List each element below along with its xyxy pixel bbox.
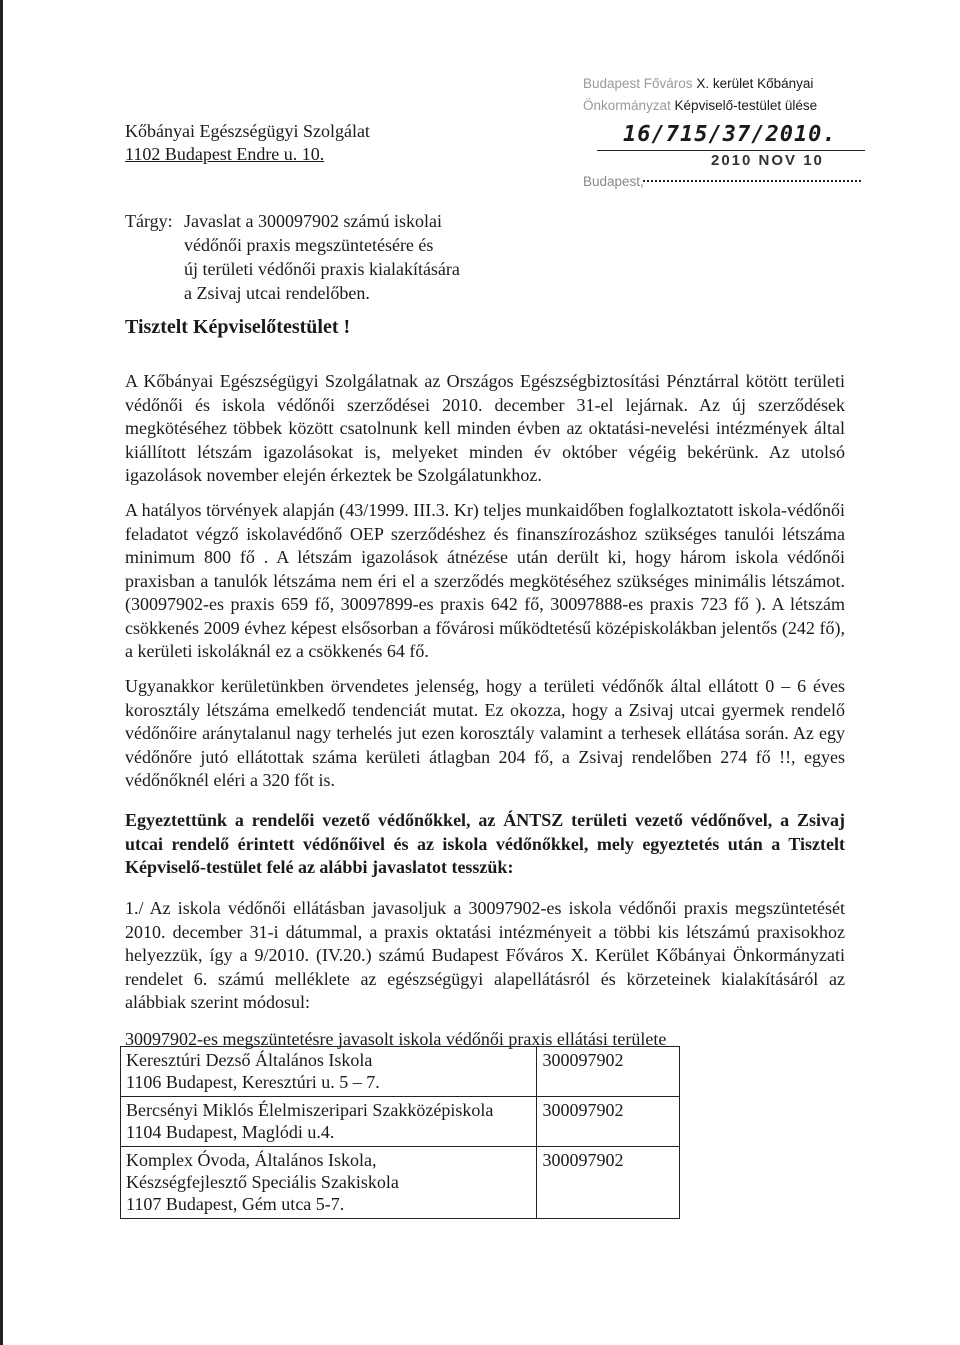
received-date-stamp: 2010 NOV 10 <box>711 152 824 169</box>
table-title: 30097902-es megszüntetésre javasolt iskola védőnői praxis ellátási területe <box>125 1029 667 1049</box>
scan-edge-line <box>0 0 3 1345</box>
school-cell <box>121 1097 537 1147</box>
stamp-line-2-faded: Önkormányzat <box>583 98 671 113</box>
sender-block <box>125 120 370 166</box>
praxis-code-cell: 300097902 <box>537 1047 680 1097</box>
subject-block <box>125 209 460 305</box>
school-name-line-2: Készségfejlesztő Speciális Szakiskola <box>126 1172 399 1192</box>
school-name: Komplex Óvoda, Általános Iskola, <box>126 1150 377 1170</box>
school-cell <box>121 1047 537 1097</box>
subject-line-4: a Zsivaj utcai rendelőben. <box>184 283 370 303</box>
stamp-line-1 <box>583 76 813 91</box>
subject-line-1 <box>125 209 460 233</box>
stamp-line-1-text: X. kerület Kőbányai <box>692 76 814 91</box>
registration-stamp <box>583 76 883 196</box>
school-address: 1107 Budapest, Gém utca 5-7. <box>126 1194 345 1214</box>
praxis-code-cell: 300097902 <box>537 1097 680 1147</box>
school-name: Bercsényi Miklós Élelmiszeripari Szakközépiskola <box>126 1100 494 1120</box>
subject-label: Tárgy: <box>125 211 173 231</box>
stamp-dotted-line <box>643 180 861 182</box>
sender-name: Kőbányai Egészségügyi Szolgálat <box>125 121 370 141</box>
stamp-line-1-faded: Budapest Főváros <box>583 76 693 91</box>
table-row <box>121 1147 680 1219</box>
paragraph-proposal-1: 1./ Az iskola védőnői ellátásban javasoljuk a 30097902-es iskola védőnői praxis megszüntetését 2010. december 31-i dátummal, a praxis oktatási intézményeit a többi kis létszámú praxisokhoz helyezzük, így a 9/2010. (IV.20.) számú Budapest Főváros X. Kerület Kőbányai Önkormányzati rendelet 6. számú melléklete az egészségügyi alapellátásról és körzeteinek kialakításáról az alábbiak szerint módosul: <box>125 898 845 1012</box>
school-address: 1106 Budapest, Keresztúri u. 5 – 7. <box>126 1072 380 1092</box>
subject-text-1: Javaslat a 300097902 számú iskolai <box>184 211 442 231</box>
salutation: Tisztelt Képviselőtestület ! <box>125 316 351 338</box>
stamp-underline <box>597 150 865 151</box>
stamp-place: Budapest, <box>583 174 644 189</box>
school-name: Keresztúri Dezső Általános Iskola <box>126 1050 373 1070</box>
subject-line-3: új területi védőnői praxis kialakítására <box>184 259 460 279</box>
paragraph-contracts: A Kőbányai Egészségügyi Szolgálatnak az Országos Egészségbiztosítási Pénztárral kötött területi védőnői és iskola védőnői szerződései 2010. december 31-el lejárnak. Az új szerződések megkötéséhez többek között csatolnunk kell minden évben az oktatási-nevelési intézmények által kiállított létszám igazolásokat is, melyeket minden év október végéig bekérünk. Az utolsó igazolások november elején érkeztek be Szolgálatunkhoz. <box>125 371 845 485</box>
table-row <box>121 1047 680 1097</box>
sender-address: 1102 Budapest Endre u. 10. <box>125 144 325 164</box>
subject-line-2: védőnői praxis megszüntetésére és <box>184 235 434 255</box>
stamp-line-2-text: Képviselő-testület ülése <box>670 98 818 113</box>
paragraph-population: Ugyanakkor kerületünkben örvendetes jelenség, hogy a területi védőnők által ellátott 0 – 6 éves korosztály létszáma emelkedő tendenciát mutat. Ez okozza, hogy a Zsivaj utcai gyermek rendelő védőnőire aránytalanul nagy terhelés jut ezen korosztály valamint a terhesek ellátása során. Az egy védőnőre jutó ellátottak száma kerületi átlagban 204 fő, a Zsivaj rendelőben 274 fő !!, egyes védőnőknél eléri a 320 főt is. <box>125 676 845 790</box>
table-row <box>121 1097 680 1147</box>
paragraph-consultation: Egyeztettünk a rendelői vezető védőnőkkel, az ÁNTSZ területi vezető védőnővel, a Zsivaj utcai rendelő érintett védőnőivel és az iskola védőnőkkel, mely egyeztetés után a Tisztelt Képviselő-testület felé az alábbi javaslatot tesszük: <box>125 810 845 877</box>
handwritten-registration-number: 16/715/37/2010. <box>623 122 837 147</box>
stamp-line-2 <box>583 98 817 113</box>
paragraph-law: A hatályos törvények alapján (43/1999. III.3. Kr) teljes munkaidőben foglalkoztatott iskola-védőnői feladatot végző iskolavédőnő OEP szerződéshez és finanszírozáshoz szükséges tanulói létszáma minimum 800 fő . A létszám igazolások átnézése után derült ki, hogy három iskola védőnői praxisban a tanulók létszáma nem éri el a szerződés megkötéséhez szükséges minimális létszámot. (30097902-es praxis 659 fő, 30097899-es praxis 642 fő, 30097888-es praxis 723 fő ). A létszám csökkenés 2009 évhez képest elsősorban a fővárosi működtetésű középiskolákban jelentős (242 fő), a kerületi iskoláknál ez a csökkenés 64 fő. <box>125 500 845 661</box>
school-address: 1104 Budapest, Maglódi u.4. <box>126 1122 335 1142</box>
praxis-code-cell: 300097902 <box>537 1147 680 1219</box>
schools-table <box>120 1046 680 1219</box>
school-cell <box>121 1147 537 1219</box>
